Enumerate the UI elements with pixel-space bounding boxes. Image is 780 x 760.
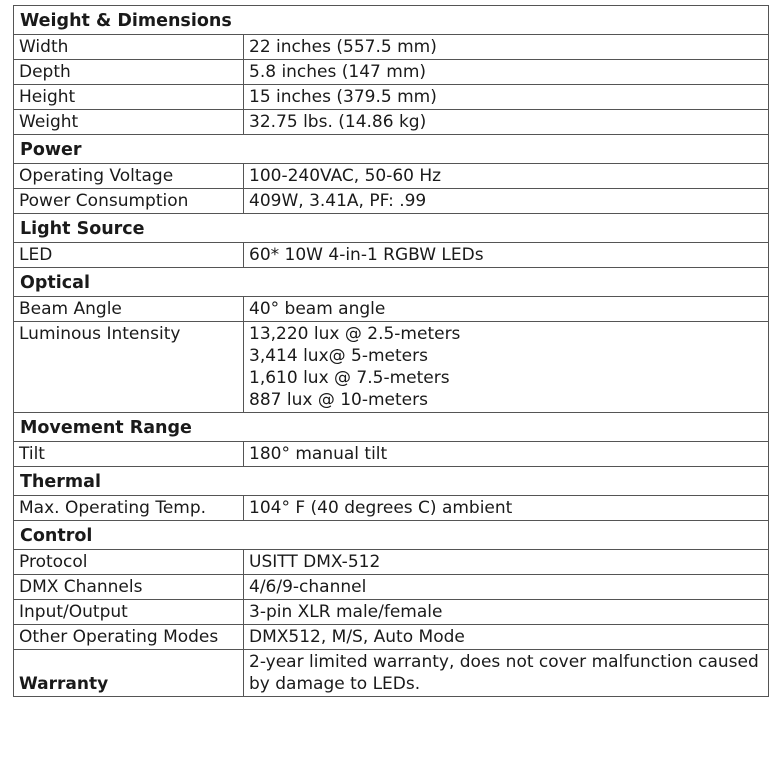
section-header: [14, 6, 769, 35]
warranty-label: Warranty: [14, 650, 244, 697]
table-row: [14, 243, 769, 268]
section-title: Movement Range: [14, 413, 769, 442]
spec-label: Power Consumption: [14, 189, 244, 214]
spec-value: 5.8 inches (147 mm): [244, 60, 769, 85]
section-title: Control: [14, 521, 769, 550]
spec-value: DMX512, M/S, Auto Mode: [244, 625, 769, 650]
spec-label: Other Operating Modes: [14, 625, 244, 650]
spec-value: 60* 10W 4-in-1 RGBW LEDs: [244, 243, 769, 268]
spec-value: 104° F (40 degrees C) ambient: [244, 496, 769, 521]
section-title: Light Source: [14, 214, 769, 243]
spec-value: 4/6/9-channel: [244, 575, 769, 600]
table-row: [14, 496, 769, 521]
specifications-table: [13, 5, 769, 697]
spec-label: Height: [14, 85, 244, 110]
spec-label: Luminous Intensity: [14, 322, 244, 413]
table-row: [14, 442, 769, 467]
spec-value-line: 3,414 lux@ 5-meters: [249, 346, 428, 366]
spec-value-line: 1,610 lux @ 7.5-meters: [249, 368, 450, 388]
spec-label: Tilt: [14, 442, 244, 467]
table-row: [14, 35, 769, 60]
table-row: [14, 575, 769, 600]
spec-value: 40° beam angle: [244, 297, 769, 322]
spec-label: Beam Angle: [14, 297, 244, 322]
spec-value-line: 887 lux @ 10-meters: [249, 390, 428, 410]
section-title: Thermal: [14, 467, 769, 496]
table-row: [14, 189, 769, 214]
table-row: [14, 322, 769, 413]
table-row: [14, 600, 769, 625]
spec-value: 100-240VAC, 50-60 Hz: [244, 164, 769, 189]
section-header: [14, 413, 769, 442]
spec-label: Width: [14, 35, 244, 60]
spec-label: Weight: [14, 110, 244, 135]
spec-label: Input/Output: [14, 600, 244, 625]
table-row: [14, 625, 769, 650]
section-header: [14, 521, 769, 550]
section-header: [14, 135, 769, 164]
spec-value: USITT DMX-512: [244, 550, 769, 575]
section-title: Optical: [14, 268, 769, 297]
spec-value-line: 13,220 lux @ 2.5-meters: [249, 324, 461, 344]
spec-value: 409W, 3.41A, PF: .99: [244, 189, 769, 214]
spec-label: LED: [14, 243, 244, 268]
table-row: [14, 85, 769, 110]
spec-value: 22 inches (557.5 mm): [244, 35, 769, 60]
section-title: Power: [14, 135, 769, 164]
spec-value: 3-pin XLR male/female: [244, 600, 769, 625]
table-row: [14, 550, 769, 575]
spec-label: DMX Channels: [14, 575, 244, 600]
section-title: Weight & Dimensions: [14, 6, 769, 35]
warranty-row: [14, 650, 769, 697]
spec-value: 32.75 lbs. (14.86 kg): [244, 110, 769, 135]
spec-value-list: [244, 322, 769, 413]
spec-label: Depth: [14, 60, 244, 85]
table-row: [14, 164, 769, 189]
spec-label: Operating Voltage: [14, 164, 244, 189]
table-row: [14, 297, 769, 322]
warranty-value: 2-year limited warranty, does not cover malfunction caused by damage to LEDs.: [244, 650, 769, 697]
section-header: [14, 467, 769, 496]
section-header: [14, 268, 769, 297]
table-row: [14, 60, 769, 85]
spec-label: Protocol: [14, 550, 244, 575]
spec-value: 180° manual tilt: [244, 442, 769, 467]
table-row: [14, 110, 769, 135]
section-header: [14, 214, 769, 243]
spec-value: 15 inches (379.5 mm): [244, 85, 769, 110]
spec-label: Max. Operating Temp.: [14, 496, 244, 521]
